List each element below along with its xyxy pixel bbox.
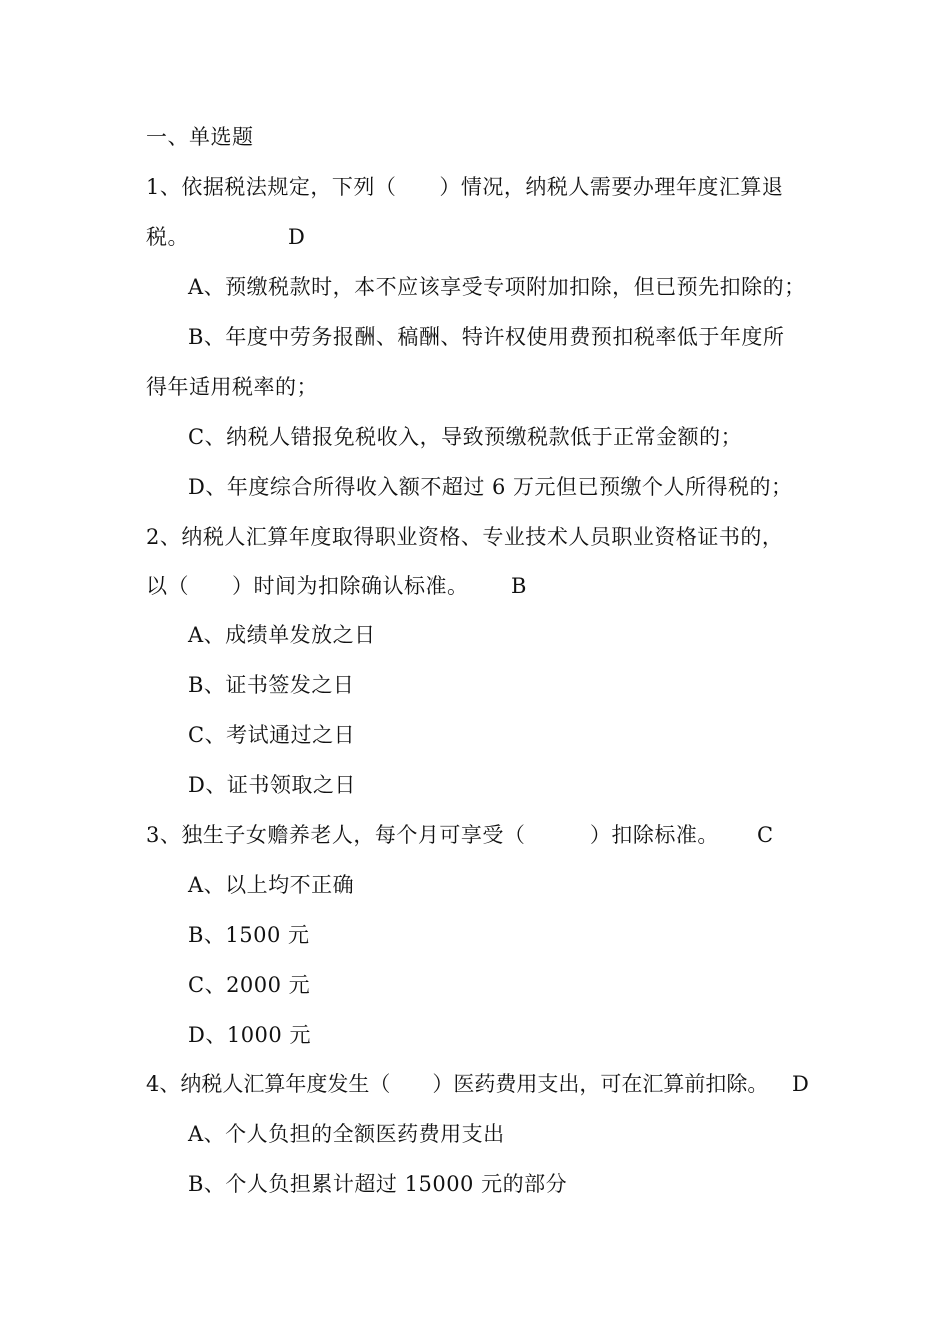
question-2-stem-cont: 以（ ）时间为扣除确认标准。 (146, 574, 469, 598)
question-4-answer: D (792, 1072, 810, 1096)
question-1-option-b-cont: 得年适用税率的； (146, 375, 318, 399)
question-2-option-c: C、考试通过之日 (188, 723, 356, 747)
section-title: 一、单选题 (146, 125, 254, 149)
question-4-stem: 4、纳税人汇算年度发生（ ）医药费用支出，可在汇算前扣除。 (146, 1072, 769, 1096)
question-3-option-a: A、以上均不正确 (188, 873, 355, 897)
question-2-answer: B (511, 574, 527, 598)
question-1-stem-cont: 税。 (146, 225, 189, 249)
question-2-stem: 2、纳税人汇算年度取得职业资格、专业技术人员职业资格证书的， (146, 525, 784, 549)
question-1-stem: 1、依据税法规定，下列（ ）情况，纳税人需要办理年度汇算退 (146, 175, 784, 199)
question-3-stem: 3、独生子女赡养老人，每个月可享受（ ）扣除标准。 (146, 823, 719, 847)
question-4-option-a: A、个人负担的全额医药费用支出 (188, 1122, 505, 1146)
question-3-option-d: D、1000 元 (188, 1023, 311, 1047)
question-1-option-b: B、年度中劳务报酬、稿酬、特许权使用费预扣税率低于年度所 (188, 325, 785, 349)
question-3-option-b: B、1500 元 (188, 923, 310, 947)
question-3-option-c: C、2000 元 (188, 973, 311, 997)
question-1-option-a: A、预缴税款时，本不应该享受专项附加扣除，但已预先扣除的； (188, 275, 806, 299)
question-2-option-a: A、成绩单发放之日 (188, 623, 376, 647)
question-3-answer: C (757, 823, 774, 847)
question-2-option-d: D、证书领取之日 (188, 773, 356, 797)
question-1-option-d: D、年度综合所得收入额不超过 6 万元但已预缴个人所得税的； (188, 475, 793, 499)
question-2-option-b: B、证书签发之日 (188, 673, 355, 697)
question-1-option-c: C、纳税人错报免税收入，导致预缴税款低于正常金额的； (188, 425, 743, 449)
question-4-option-b: B、个人负担累计超过 15000 元的部分 (188, 1172, 568, 1196)
question-1-answer: D (288, 225, 306, 249)
